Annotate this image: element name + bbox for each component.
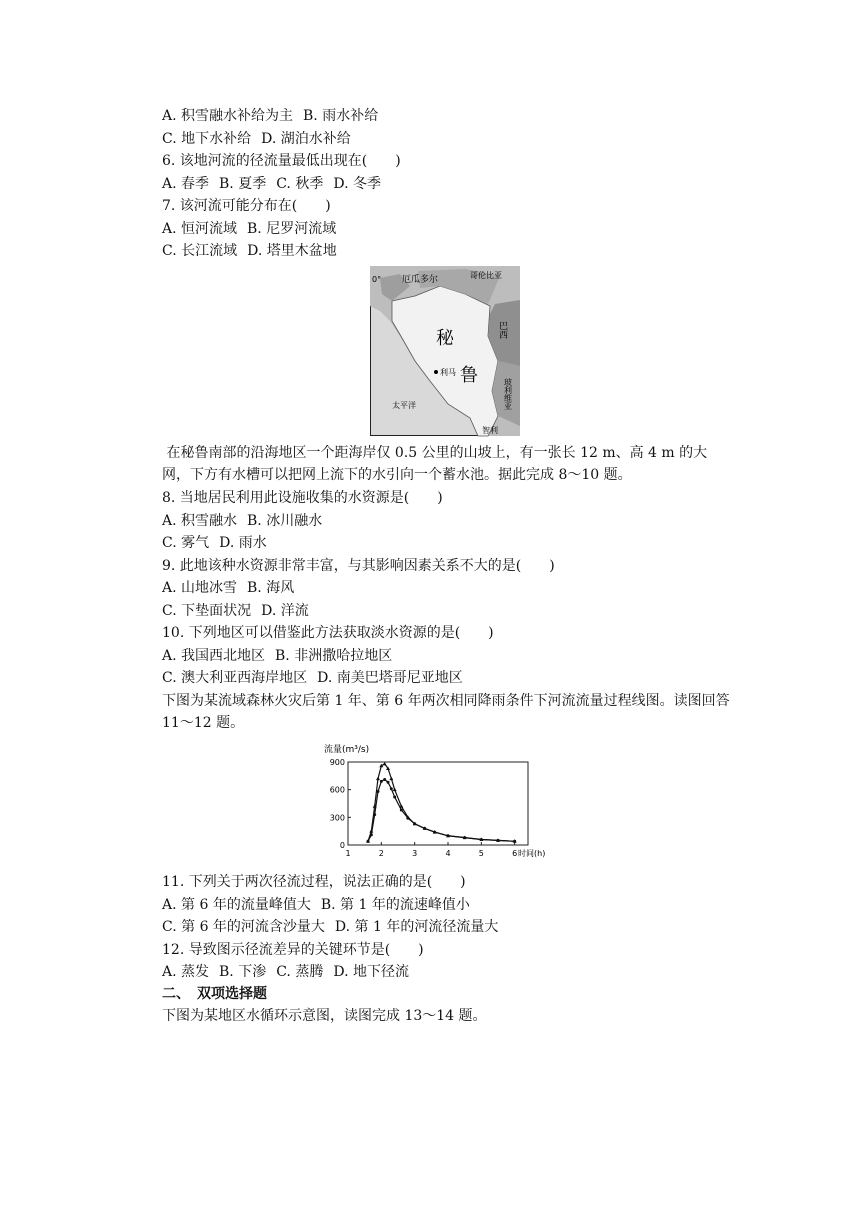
option: D. 第 1 年的河流径流量大: [334, 919, 499, 935]
data-point: [376, 777, 380, 781]
option: B. 非洲撒哈拉地区: [275, 647, 393, 664]
option: A. 山地冰雪: [162, 580, 238, 596]
option: B. 第 1 年的流速峰值小: [320, 896, 470, 913]
data-point: [377, 790, 380, 793]
options-line: [162, 601, 309, 621]
options-line: [162, 511, 322, 531]
data-point: [513, 840, 516, 843]
option: B. 尼罗河流域: [247, 220, 337, 237]
y-tick-label: 900: [329, 758, 345, 767]
intro-13-14: 下图为某地区水循环示意图，读图完成 13～14 题。: [162, 1008, 487, 1024]
data-point: [370, 833, 373, 836]
option: C. 雾气: [162, 535, 210, 551]
x-tick-label: 5: [478, 849, 484, 858]
lat-label: 0°: [372, 275, 382, 284]
data-point: [390, 787, 393, 790]
y-tick-label: 600: [329, 785, 345, 795]
data-point: [400, 808, 403, 811]
option: A. 蒸发: [162, 964, 210, 980]
data-point: [463, 836, 466, 839]
label-peru-2: 鲁: [460, 365, 478, 386]
data-point: [423, 827, 426, 830]
label-lima: 利马: [440, 368, 456, 377]
x-tick-label: 6: [512, 849, 518, 858]
y-axis-label: 流量(m³/s): [324, 745, 370, 755]
option: A. 积雪融水: [162, 512, 238, 529]
data-point: [407, 817, 410, 820]
peru-map: [370, 266, 520, 436]
data-point: [393, 796, 396, 799]
question-line: 11. 下列关于两次径流过程，说法正确的是( ): [162, 874, 466, 890]
option: C. 秋季: [276, 175, 324, 192]
option: A. 恒河流域: [162, 220, 238, 237]
option: D. 洋流: [261, 602, 309, 619]
option: D. 南美巴塔哥尼亚地区: [317, 670, 463, 686]
y-tick-label: 300: [329, 813, 345, 823]
options-line: [162, 895, 470, 915]
question-line: 8. 当地居民利用此设施收集的水资源是( ): [162, 490, 443, 506]
options-line: [162, 106, 378, 126]
y-tick-label: 0: [339, 841, 345, 850]
option: B. 海风: [247, 580, 295, 596]
options-line: [162, 241, 337, 261]
option: D. 地下径流: [333, 964, 409, 980]
data-point: [383, 778, 386, 781]
option: B. 夏季: [219, 175, 267, 192]
option: C. 下垫面状况: [162, 602, 252, 619]
label-chile: 智利: [482, 426, 498, 435]
options-line: [162, 533, 267, 553]
option: C. 地下水补给: [162, 130, 252, 147]
question-line: 6. 该地河流的径流量最低出现在( ): [162, 153, 401, 169]
options-line: [162, 129, 351, 149]
x-tick-label: 2: [378, 849, 384, 858]
option: C. 澳大利亚西海岸地区: [162, 670, 308, 686]
option: A. 第 6 年的流量峰值大: [162, 896, 311, 913]
option: B. 冰川融水: [247, 512, 323, 529]
options-line: [162, 219, 336, 239]
label-colombia: 哥伦比亚: [470, 271, 502, 280]
option: C. 长江流域: [162, 243, 238, 259]
data-point: [393, 788, 397, 792]
data-point: [480, 838, 483, 841]
question-line: 12. 导致图示径流差异的关键环节是( ): [162, 941, 424, 958]
question-line: 10. 下列地区可以借鉴此方法获取淡水资源的是( ): [162, 625, 494, 641]
flow-chart: [320, 740, 546, 865]
option: C. 蒸腾: [276, 964, 324, 980]
options-line: [162, 578, 294, 598]
x-tick-label: 4: [445, 849, 451, 858]
data-point: [380, 780, 383, 783]
question-line: 9. 此地该种水资源非常丰富，与其影响因素关系不大的是( ): [162, 557, 555, 574]
label-pacific: 太平洋: [392, 401, 416, 410]
lima-point: [434, 370, 438, 374]
question-line: 7. 该河流可能分布在( ): [162, 198, 331, 214]
options-line: [162, 174, 381, 194]
label-brazil: 巴西: [497, 321, 507, 339]
data-point: [447, 834, 450, 837]
label-peru-1: 秘: [436, 328, 454, 349]
option: D. 雨水: [219, 535, 267, 551]
option: D. 湖泊水补给: [261, 130, 351, 147]
options-line: [162, 646, 392, 666]
data-point: [387, 781, 390, 784]
data-point: [497, 839, 500, 842]
x-tick-label: 3: [412, 849, 418, 858]
options-line: [162, 668, 463, 688]
intro-8-10: 在秘鲁南部的沿海地区一个距海岸仅 0.5 公里的山坡上，有一张长 12 m、高 4 m 的大网，下方有水槽可以把网上流下的水引向一个蓄水池。据此完成 8～10 题。: [162, 445, 708, 483]
data-point: [373, 813, 376, 816]
option: B. 雨水补给: [303, 108, 379, 124]
data-point: [433, 831, 436, 834]
option: A. 积雪融水补给为主: [162, 108, 294, 124]
option: D. 冬季: [333, 175, 381, 192]
x-tick-label: 1: [345, 849, 351, 858]
option: D. 塔里木盆地: [247, 243, 337, 259]
option: C. 第 6 年的河流含沙量大: [162, 919, 325, 935]
option: A. 春季: [162, 175, 210, 192]
option: A. 我国西北地区: [162, 647, 266, 664]
option: B. 下渗: [219, 964, 267, 980]
intro-11-12: 下图为某流域森林火灾后第 1 年、第 6 年两次相同降雨条件下河流流量过程线图。读图回答 11～12 题。: [162, 693, 730, 731]
options-line: [162, 962, 409, 982]
x-axis-label: 时间(h): [518, 849, 546, 858]
data-point: [389, 777, 393, 781]
data-point: [413, 822, 416, 825]
section-title: 二、 双项选择题: [162, 986, 267, 1002]
options-line: [162, 917, 498, 937]
label-bolivia: 玻利维亚: [503, 378, 513, 410]
data-point: [367, 840, 370, 843]
series-line-1: [368, 764, 515, 841]
label-ecuador: 厄瓜多尔: [402, 275, 439, 285]
